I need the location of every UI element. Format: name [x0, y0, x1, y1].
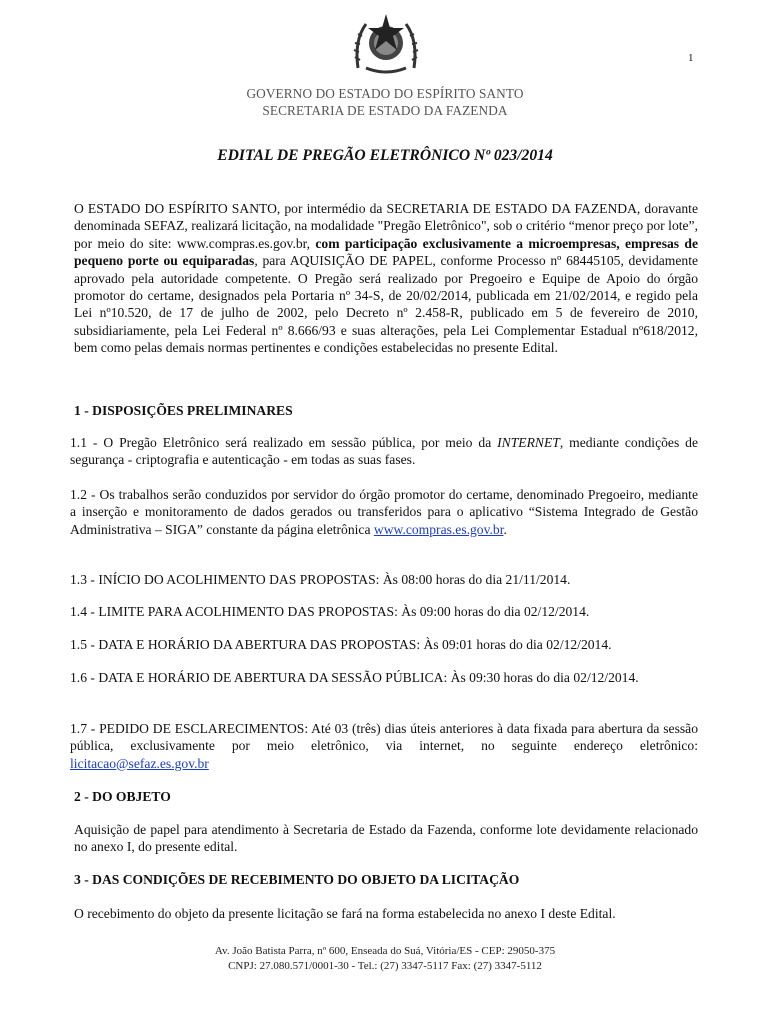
item-1-5: 1.5 - DATA E HORÁRIO DA ABERTURA DAS PROPOSTAS: Às 09:01 horas do dia 02/12/2014. — [70, 637, 612, 652]
item-1-2-text: 1.2 - Os trabalhos serão conduzidos por servidor do órgão promotor do certame, denominado Pregoeiro, mediante a inserção e monitoramento de dados gerados ou transferidos para o aplicativo “Sistema Integrado de Gestão Administrativa – SIGA” constante da página eletrônica — [70, 487, 698, 537]
item-1-1-text-end: , mediante condições de segurança - criptografia e autenticação - em todas as suas fases. — [70, 435, 698, 468]
item-1-2 — [70, 486, 698, 538]
item-1-4: 1.4 - LIMITE PARA ACOLHIMENTO DAS PROPOSTAS: Às 09:00 horas do dia 02/12/2014. — [70, 604, 590, 619]
intro-text-1: O ESTADO DO ESPÍRITO SANTO, por intermédio da SECRETARIA DE ESTADO DA FAZENDA, doravante denominada SEFAZ, realizará licitação, na modalidade "Pregão Eletrônico", sob o critério “menor preço por lote”, por meio do site: www.compras.es.gov.br, — [74, 201, 698, 251]
compras-site-link[interactable]: www.compras.es.gov.br — [373, 521, 504, 537]
page-number: 1 — [688, 52, 694, 64]
document-title: EDITAL DE PREGÃO ELETRÔNICO Nº 023/2014 — [217, 147, 553, 164]
state-coat-of-arms-icon — [352, 10, 420, 76]
item-1-1-text: 1.1 - O Pregão Eletrônico será realizado em sessão pública, por meio da — [70, 435, 498, 450]
item-1-3: 1.3 - INÍCIO DO ACOLHIMENTO DAS PROPOSTAS: Às 08:00 horas do dia 21/11/2014. — [70, 572, 571, 587]
footer-contact: CNPJ: 27.080.571/0001-30 - Tel.: (27) 3347-5117 Fax: (27) 3347-5112 — [228, 960, 542, 972]
section-2-text: Aquisição de papel para atendimento à Secretaria de Estado da Fazenda, conforme lote devidamente relacionado no anexo I, do presente edital. — [74, 822, 698, 855]
item-1-7-text: 1.7 - PEDIDO DE ESCLARECIMENTOS: Até 03 (três) dias úteis anteriores à data fixada para abertura da sessão pública, exclusivamente por meio eletrônico, via internet, no seguinte endereço eletrônico: — [70, 721, 698, 754]
email-link[interactable]: licitacao@sefaz.es.gov.br — [70, 755, 209, 771]
item-1-1 — [70, 434, 698, 469]
footer-address: Av. João Batista Parra, nº 600, Enseada do Suá, Vitória/ES - CEP: 29050-375 — [214, 945, 556, 957]
intro-text-2: , para AQUISIÇÃO DE PAPEL, conforme Processo nº 68445105, devidamente aprovado pela autoridade competente. O Pregão será realizado por Pregoeiro e Equipe de Apoio do órgão promotor do certame, designados pela Portaria nº 34-S, de 20/02/2014, publicada em 21/02/2014, e regido pela Lei nº10.520, de 17 de julho de 2002, pelo Decreto nº 2.458-R, publicado em 5 de fevereiro de 2010, subsidiariamente, pela Lei Federal nº 8.666/93 e suas alterações, pela Lei Complementar Estadual nº618/2012, bem como pelas demais normas pertinentes e condições estabelecidas no presente Edital. — [74, 253, 699, 356]
section-3-heading: 3 - DAS CONDIÇÕES DE RECEBIMENTO DO OBJETO DA LICITAÇÃO — [74, 872, 520, 887]
item-1-2-end: . — [503, 521, 507, 537]
section-3-text: O recebimento do objeto da presente licitação se fará na forma estabelecida no anexo I deste Edital. — [74, 906, 616, 921]
section-1-heading: 1 - DISPOSIÇÕES PRELIMINARES — [74, 403, 293, 418]
item-1-7 — [70, 720, 698, 772]
header-government: GOVERNO DO ESTADO DO ESPÍRITO SANTO — [246, 86, 524, 101]
intro-paragraph — [74, 200, 698, 357]
section-2-heading: 2 - DO OBJETO — [74, 789, 171, 804]
item-1-6: 1.6 - DATA E HORÁRIO DE ABERTURA DA SESSÃO PÚBLICA: Às 09:30 horas do dia 02/12/2014. — [70, 670, 639, 685]
item-1-1-italic: INTERNET — [497, 435, 560, 450]
header-secretariat: SECRETARIA DE ESTADO DA FAZENDA — [262, 103, 508, 118]
intro-bold-text: com participação exclusivamente a microempresas, empresas de pequeno porte ou equiparadas — [74, 235, 698, 269]
